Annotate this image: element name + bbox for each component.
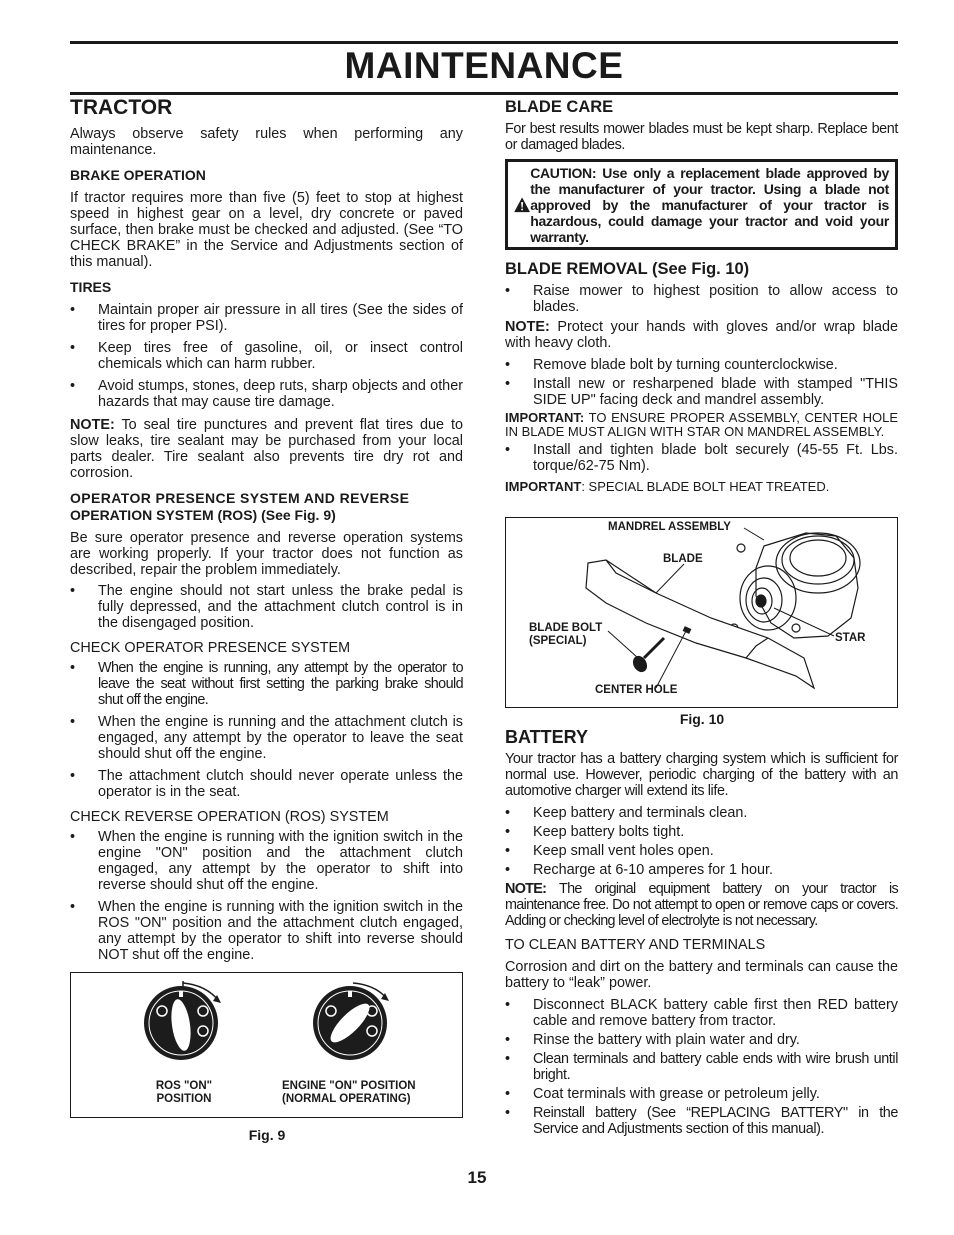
list-item: • Maintain proper air pressure in all tires (See the sides of tires for proper PSI). — [70, 302, 463, 334]
important-text: TO ENSURE PROPER ASSEMBLY, CENTER HOLE IN BLADE MUST ALIGN WITH STAR ON MANDREL ASSEMBLY. — [505, 410, 898, 439]
fig9-label-engine-line-1: ENGINE "ON" POSITION — [282, 1080, 416, 1092]
brake-title: BRAKE OPERATION — [70, 167, 206, 183]
battery-note — [505, 881, 898, 929]
battery-title: BATTERY — [505, 727, 588, 747]
list-item: • When the engine is running, any attempt by the operator to leave the seat without first setting the parking brake should shut off the engine. — [70, 660, 463, 708]
list-item: • When the engine is running and the attachment clutch is engaged, any attempt by the operator to leave the seat should shut off the engine. — [70, 714, 463, 762]
fig9-label-engine — [282, 1080, 416, 1106]
battery-list — [505, 805, 898, 878]
list-item: • Install new or resharpened blade with stamped "THIS SIDE UP" facing deck and mandrel assembly. — [505, 376, 898, 408]
right-column — [505, 97, 898, 494]
check-ros-title: CHECK REVERSE OPERATION (ROS) SYSTEM — [70, 809, 389, 825]
fig10-label-blade: BLADE — [663, 553, 703, 565]
fig10-label-bolt-line-2: (SPECIAL) — [529, 635, 587, 647]
list-item: • Keep battery bolts tight. — [505, 824, 898, 840]
list-item: • Install and tighten blade bolt securely (45-55 Ft. Lbs. torque/62-75 Nm). — [505, 442, 898, 474]
list-item: • Remove blade bolt by turning counterclockwise. — [505, 357, 898, 373]
clean-list — [505, 997, 898, 1137]
important-label: IMPORTANT — [505, 479, 582, 494]
tires-note — [70, 417, 463, 481]
check-ops-title: CHECK OPERATOR PRESENCE SYSTEM — [70, 640, 351, 656]
page-number: 15 — [467, 1168, 487, 1187]
important-label: IMPORTANT: — [505, 410, 585, 425]
figure-9 — [70, 972, 463, 1118]
ignition-switch-ros-icon — [144, 981, 221, 1060]
important-text: : SPECIAL BLADE BOLT HEAT TREATED. — [581, 479, 830, 494]
note-label: NOTE: — [505, 881, 547, 897]
note-text: The original equipment battery on your tractor is maintenance free. Do not attempt to open or remove caps or covers. Adding or checking level of electrolyte is not necessary. — [505, 881, 898, 929]
fig10-label-mandrel: MANDREL ASSEMBLY — [608, 521, 731, 533]
blade-removal-title: BLADE REMOVAL (See Fig. 10) — [505, 260, 750, 278]
warning-triangle-icon — [514, 175, 530, 235]
check-ros-list — [70, 829, 463, 963]
fig10-label-bolt-line-1: BLADE BOLT — [529, 622, 603, 634]
figure-10 — [505, 517, 898, 708]
fig10-label-center-hole: CENTER HOLE — [595, 684, 678, 696]
ops-text: Be sure operator presence and reverse operation systems are working properly. If your tractor does not function as described, repair the problem immediately. — [70, 530, 463, 578]
removal-list-1 — [505, 283, 898, 315]
list-item: • Disconnect BLACK battery cable first then RED battery cable and remove battery from tractor. — [505, 997, 898, 1029]
ops-list — [70, 583, 463, 631]
blade-assembly-diagram — [506, 518, 896, 706]
ops-title-line-2: OPERATION SYSTEM (ROS) (See Fig. 9) — [70, 507, 336, 523]
removal-list-2 — [505, 357, 898, 408]
ignition-switch-engine-icon — [313, 983, 389, 1060]
note-text: To seal tire punctures and prevent flat tires due to slow leaks, tire sealant may be purchased from your local parts dealer. Tire sealant also prevents tire dry rot and corrosion. — [70, 417, 463, 481]
mandrel-assembly-icon — [730, 533, 860, 638]
ops-title-line-1: OPERATOR PRESENCE SYSTEM AND REVERSE — [70, 490, 410, 506]
figure-10-caption: Fig. 10 — [679, 711, 725, 727]
fig9-label-ros-line-2: POSITION — [156, 1093, 212, 1105]
battery-section — [505, 727, 898, 1137]
list-item: • Raise mower to highest position to allow access to blades. — [505, 283, 898, 315]
list-item: • The attachment clutch should never operate unless the operator is in the seat. — [70, 768, 463, 800]
caution-text: CAUTION: Use only a replacement blade approved by the manufacturer of your tractor. Using a blade not approved by the manufacturer of your tractor is hazardous, could damage your tractor and void your warranty. — [530, 164, 889, 245]
fig9-label-ros-line-1: ROS "ON" — [155, 1080, 213, 1092]
fig10-label-bolt — [529, 622, 602, 648]
clean-text: Corrosion and dirt on the battery and terminals can cause the battery to “leak” power. — [505, 959, 898, 991]
note-label: NOTE: — [505, 319, 550, 335]
blade-care-title: BLADE CARE — [505, 98, 614, 116]
list-item: • When the engine is running with the ignition switch in the ROS "ON" position and the attachment clutch engaged, any attempt by the operator to shift into reverse should NOT shut off the engine. — [70, 899, 463, 963]
list-item: • Keep tires free of gasoline, oil, or insect control chemicals which can harm rubber. — [70, 340, 463, 372]
list-item: • Reinstall battery (See “REPLACING BATTERY" in the Service and Adjustments section of this manual). — [505, 1105, 898, 1137]
list-item: • When the engine is running with the ignition switch in the engine "ON" position and the attachment clutch engaged, any attempt by the operator to shift into reverse should shut off the engine. — [70, 829, 463, 893]
tractor-intro: Always observe safety rules when performing any maintenance. — [70, 126, 463, 158]
note-text: Protect your hands with gloves and/or wrap blade with heavy cloth. — [505, 319, 898, 351]
check-ops-list — [70, 660, 463, 800]
fig10-label-star: STAR — [835, 632, 866, 644]
list-item: • Avoid stumps, stones, deep ruts, sharp objects and other hazards that may cause tire damage. — [70, 378, 463, 410]
list-item: • Keep battery and terminals clean. — [505, 805, 898, 821]
important-heat-treated — [505, 480, 898, 494]
tires-list — [70, 302, 463, 410]
left-column — [70, 96, 463, 963]
removal-note — [505, 319, 898, 351]
fig9-label-engine-line-2: (NORMAL OPERATING) — [282, 1093, 411, 1105]
note-label: NOTE: — [70, 417, 115, 433]
list-item: • The engine should not start unless the brake pedal is fully depressed, and the attachment clutch control is in the disengaged position. — [70, 583, 463, 631]
battery-text: Your tractor has a battery charging system which is sufficient for normal use. However, periodic charging of the battery with an automotive charger will extend its life. — [505, 751, 898, 799]
title-rule — [70, 92, 898, 95]
important-assembly — [505, 411, 898, 439]
clean-title: TO CLEAN BATTERY AND TERMINALS — [505, 937, 766, 953]
list-item: • Rinse the battery with plain water and dry. — [505, 1032, 898, 1048]
brake-text: If tractor requires more than five (5) feet to stop at highest speed in highest gear on a level, dry concrete or paved surface, then brake must be checked and adjusted. (See “TO CHECK BRAKE” in the Service and Adjustments section of this manual). — [70, 190, 463, 270]
removal-list-3 — [505, 442, 898, 474]
figure-9-caption: Fig. 9 — [248, 1127, 286, 1143]
tires-title: TIRES — [70, 279, 112, 295]
fig9-label-ros — [149, 1080, 219, 1106]
list-item: • Coat terminals with grease or petroleum jelly. — [505, 1086, 898, 1102]
list-item: • Clean terminals and battery cable ends with wire brush until bright. — [505, 1051, 898, 1083]
blade-care-text: For best results mower blades must be kept sharp. Replace bent or damaged blades. — [505, 121, 898, 153]
mower-blade-icon — [586, 560, 814, 688]
list-item: • Recharge at 6-10 amperes for 1 hour. — [505, 862, 898, 878]
caution-box — [505, 159, 898, 250]
tractor-heading: TRACTOR — [70, 96, 173, 119]
list-item: • Keep small vent holes open. — [505, 843, 898, 859]
page-title: MAINTENANCE — [344, 45, 624, 86]
